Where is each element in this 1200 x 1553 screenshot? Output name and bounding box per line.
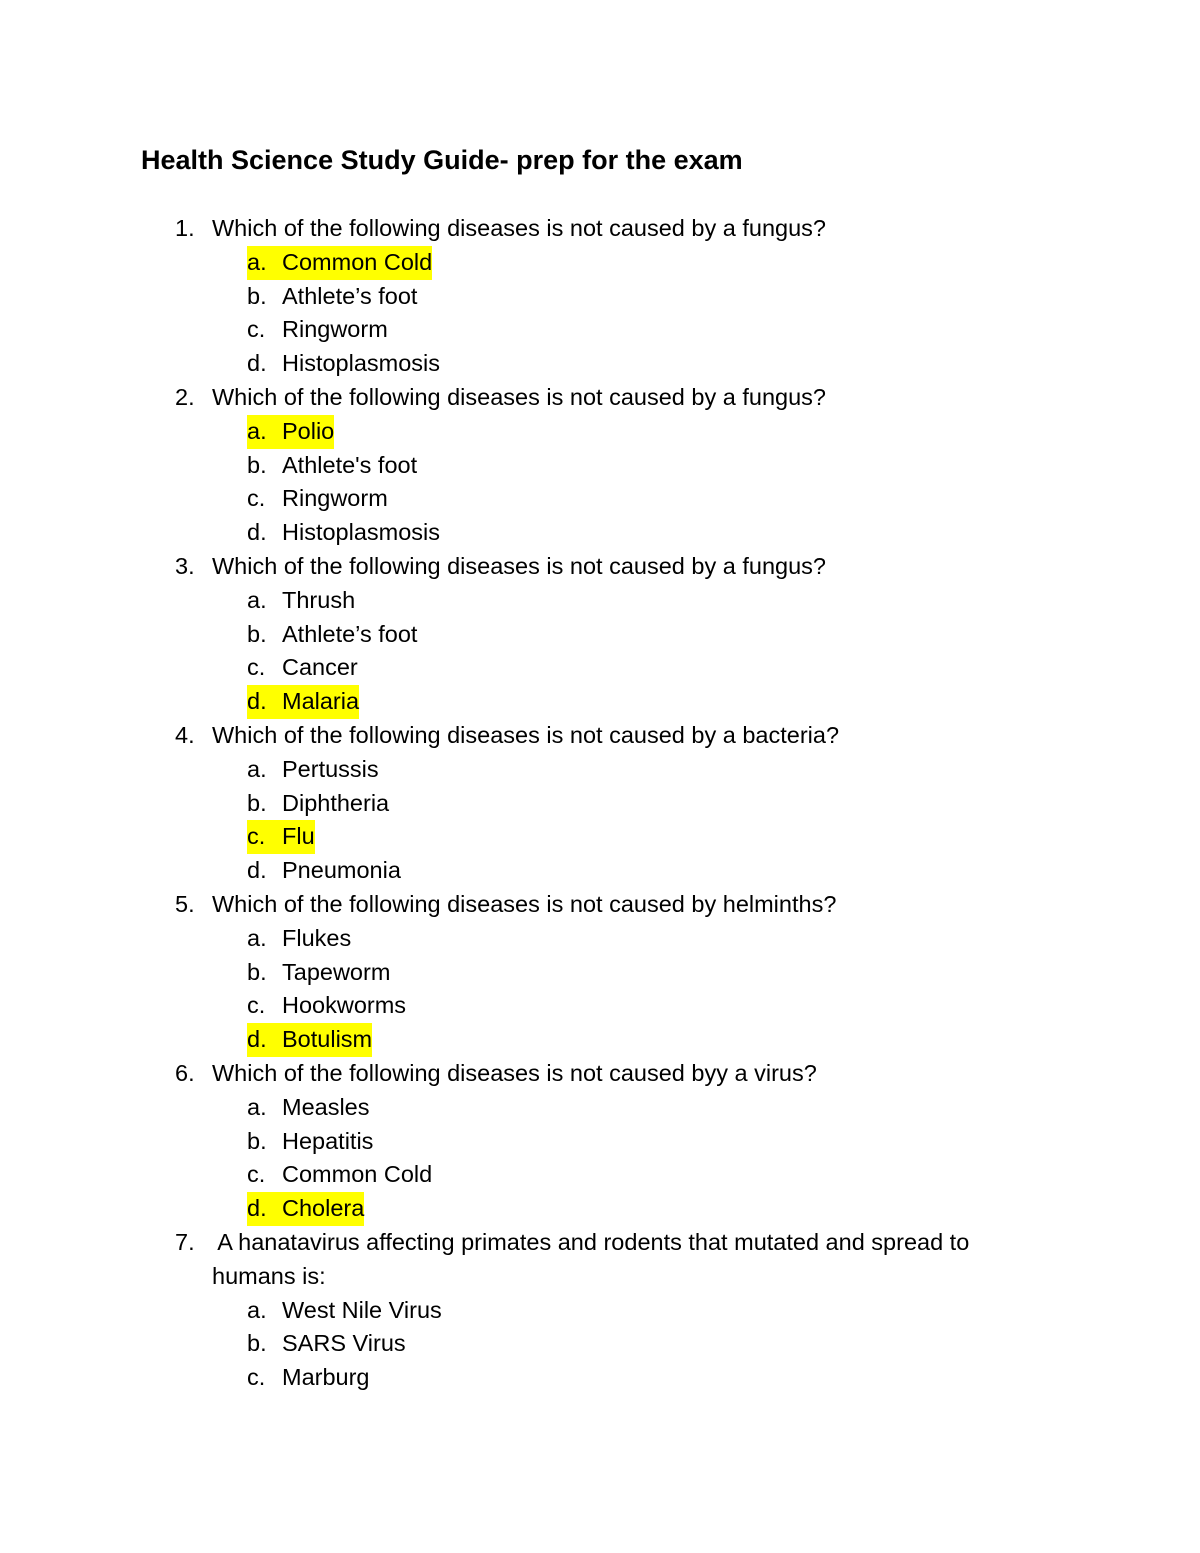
answer-option <box>247 516 440 550</box>
option-letter: d. <box>247 350 267 377</box>
answer-option <box>247 1327 406 1361</box>
answer-option-line <box>0 787 1200 821</box>
option-letter: d. <box>247 1026 267 1053</box>
option-text: Common Cold <box>282 248 433 275</box>
question-text: Which of the following diseases is not caused by a fungus? <box>212 215 826 241</box>
option-text: Flukes <box>282 924 352 951</box>
question-line <box>0 550 1200 584</box>
question-line <box>0 888 1200 922</box>
option-text: Malaria <box>282 688 360 715</box>
option-text: Botulism <box>282 1026 373 1053</box>
option-text: Tapeworm <box>282 958 391 985</box>
option-letter: c. <box>247 823 266 850</box>
question-text: Which of the following diseases is not caused byy a virus? <box>212 1060 817 1086</box>
option-letter: c. <box>247 1161 266 1188</box>
option-text: Diphtheria <box>282 789 390 816</box>
answer-option-highlighted <box>247 1192 364 1226</box>
page-title: Health Science Study Guide- prep for the exam <box>141 145 743 175</box>
answer-option <box>247 1091 370 1125</box>
option-letter: b. <box>247 620 267 647</box>
option-text: Pertussis <box>282 755 379 782</box>
option-text: Cholera <box>282 1195 365 1222</box>
answer-option-line <box>0 246 1200 280</box>
answer-option <box>247 854 401 888</box>
answer-option-line <box>0 618 1200 652</box>
option-text: Ringworm <box>282 485 388 512</box>
answer-option-line <box>0 313 1200 347</box>
option-letter: c. <box>247 654 266 681</box>
option-letter: a. <box>247 924 267 951</box>
option-text: Hepatitis <box>282 1127 374 1154</box>
answer-option-line <box>0 280 1200 314</box>
question-text: Which of the following diseases is not caused by helminths? <box>212 891 837 917</box>
option-letter: c. <box>247 485 266 512</box>
answer-option <box>247 280 417 314</box>
question-number: 7. <box>175 1229 195 1255</box>
answer-option-line <box>0 482 1200 516</box>
option-letter: a. <box>247 586 267 613</box>
question-text: Which of the following diseases is not caused by a fungus? <box>212 553 826 579</box>
answer-option <box>247 347 440 381</box>
answer-option <box>247 482 388 516</box>
answer-option-line <box>0 1158 1200 1192</box>
question-number: 1. <box>175 215 195 241</box>
answer-option-highlighted <box>247 246 432 280</box>
answer-option-line <box>0 820 1200 854</box>
option-letter: b. <box>247 1330 267 1357</box>
question-line <box>0 719 1200 753</box>
answer-option-highlighted <box>247 820 315 854</box>
answer-option-line <box>0 753 1200 787</box>
question-number: 6. <box>175 1060 195 1086</box>
option-text: Polio <box>282 417 335 444</box>
question-line <box>0 1057 1200 1091</box>
answer-option <box>247 922 351 956</box>
answer-option <box>247 956 390 990</box>
answer-option <box>247 1361 370 1395</box>
option-letter: a. <box>247 1296 267 1323</box>
option-letter: b. <box>247 958 267 985</box>
answer-option <box>247 753 379 787</box>
option-text: West Nile Virus <box>282 1296 442 1323</box>
answer-option <box>247 989 406 1023</box>
question-line <box>0 1226 1200 1260</box>
answer-option-line <box>0 651 1200 685</box>
option-text: Histoplasmosis <box>282 350 441 377</box>
option-text: Marburg <box>282 1364 370 1391</box>
answer-option-line <box>0 1327 1200 1361</box>
option-text: Ringworm <box>282 316 388 343</box>
answer-option-line <box>0 989 1200 1023</box>
option-letter: b. <box>247 789 267 816</box>
option-letter: b. <box>247 451 267 478</box>
answer-option <box>247 618 417 652</box>
option-letter: d. <box>247 1195 267 1222</box>
option-letter: b. <box>247 1127 267 1154</box>
answer-option <box>247 1158 432 1192</box>
answer-option <box>247 449 417 483</box>
option-text: Athlete’s foot <box>282 282 418 309</box>
option-letter: c. <box>247 992 266 1019</box>
option-text: Histoplasmosis <box>282 519 441 546</box>
answer-option <box>247 651 358 685</box>
answer-option <box>247 1125 373 1159</box>
answer-option-line <box>0 584 1200 618</box>
option-text: Measles <box>282 1093 370 1120</box>
option-text: Flu <box>282 823 315 850</box>
answer-option <box>247 584 355 618</box>
question-text: Which of the following diseases is not caused by a fungus? <box>212 384 826 410</box>
option-letter: d. <box>247 688 267 715</box>
option-letter: a. <box>247 1093 267 1120</box>
answer-option-line <box>0 449 1200 483</box>
question-line <box>0 212 1200 246</box>
answer-option <box>247 787 389 821</box>
option-text: Cancer <box>282 654 358 681</box>
answer-option-line <box>0 1294 1200 1328</box>
question-line-continued <box>0 1260 1200 1294</box>
option-text: Athlete’s foot <box>282 620 418 647</box>
option-letter: a. <box>247 417 267 444</box>
option-text: Athlete's foot <box>282 451 418 478</box>
answer-option <box>247 1294 442 1328</box>
question-number: 2. <box>175 384 195 410</box>
question-number: 4. <box>175 722 195 748</box>
answer-option-line <box>0 1125 1200 1159</box>
option-letter: c. <box>247 1364 266 1391</box>
option-text: Thrush <box>282 586 356 613</box>
option-text: Common Cold <box>282 1161 433 1188</box>
answer-option-line <box>0 1361 1200 1395</box>
answer-option-line <box>0 1091 1200 1125</box>
answer-option-line <box>0 1192 1200 1226</box>
question-number: 5. <box>175 891 195 917</box>
option-letter: a. <box>247 755 267 782</box>
answer-option-highlighted <box>247 1023 372 1057</box>
option-text: Pneumonia <box>282 857 401 884</box>
question-line <box>0 381 1200 415</box>
answer-option-line <box>0 1023 1200 1057</box>
answer-option-line <box>0 922 1200 956</box>
option-letter: b. <box>247 282 267 309</box>
answer-option-highlighted <box>247 415 334 449</box>
answer-option-line <box>0 854 1200 888</box>
answer-option-line <box>0 347 1200 381</box>
question-text-continued: humans is: <box>212 1262 326 1289</box>
option-text: Hookworms <box>282 992 407 1019</box>
option-text: SARS Virus <box>282 1330 406 1357</box>
answer-option-line <box>0 956 1200 990</box>
option-letter: c. <box>247 316 266 343</box>
answer-option-line <box>0 516 1200 550</box>
answer-option-highlighted <box>247 685 359 719</box>
option-letter: a. <box>247 248 267 275</box>
question-text: A hanatavirus affecting primates and rodents that mutated and spread to <box>212 1229 970 1255</box>
option-letter: d. <box>247 857 267 884</box>
answer-option-line <box>0 415 1200 449</box>
question-number: 3. <box>175 553 195 579</box>
option-letter: d. <box>247 519 267 546</box>
question-text: Which of the following diseases is not caused by a bacteria? <box>212 722 840 748</box>
answer-option-line <box>0 685 1200 719</box>
answer-option <box>247 313 388 347</box>
